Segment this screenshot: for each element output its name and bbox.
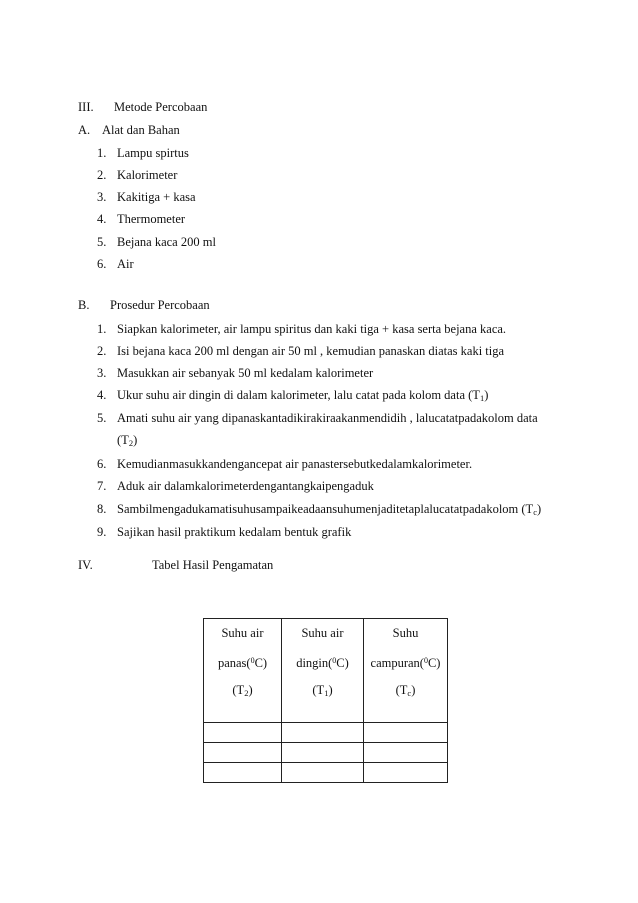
table-header-row: [204, 619, 448, 723]
header-text: (T: [232, 683, 245, 697]
header-text: C): [254, 656, 268, 670]
list-item: [117, 388, 488, 403]
list-number: 3.: [97, 190, 107, 204]
header-text: C): [336, 656, 349, 670]
closing-paren: ): [536, 502, 542, 516]
header-mixed: [364, 619, 448, 723]
section-a-title: Alat dan Bahan: [102, 123, 180, 137]
header-line: [282, 677, 363, 707]
header-line: [204, 677, 281, 707]
table-cell: [282, 723, 364, 743]
header-text: ): [411, 683, 416, 697]
header-line: Suhu air: [221, 626, 264, 640]
section-b-title: Prosedur Percobaan: [110, 298, 210, 312]
table-cell: [364, 763, 448, 783]
continuation-text: (T: [117, 433, 129, 447]
header-cold-water: [282, 619, 364, 723]
list-number: 3.: [97, 366, 107, 380]
list-item-continuation: [117, 433, 137, 448]
list-number: 7.: [97, 479, 107, 493]
header-text: dingin(: [296, 656, 333, 670]
header-text: (T: [312, 683, 325, 697]
header-text: ): [248, 683, 253, 697]
table-cell: [364, 743, 448, 763]
table-row: [204, 723, 448, 743]
table-cell: [204, 763, 282, 783]
header-text: (T: [395, 683, 408, 697]
subscript: 1: [324, 688, 329, 698]
table-cell: [282, 743, 364, 763]
list-number: 8.: [97, 502, 107, 516]
list-item: Isi bejana kaca 200 ml dengan air 50 ml , kemudian panaskan diatas kaki tiga: [117, 344, 505, 358]
subscript: c: [407, 688, 412, 698]
header-line: [364, 677, 447, 707]
subscript: c: [533, 507, 537, 517]
results-table: [203, 618, 448, 783]
section-b-number: B.: [78, 298, 90, 312]
section-4-number: IV.: [78, 558, 93, 572]
section-3-title: Metode Percobaan: [114, 100, 208, 114]
list-item: Aduk air dalamkalorimeterdengantangkaipengaduk: [117, 479, 374, 493]
list-number: 4.: [97, 388, 107, 402]
list-item-text: Sambilmengadukamatisuhusampaikeadaansuhumenjaditetaplalucatatpadakolom (T: [117, 502, 534, 516]
header-text: C): [427, 656, 441, 670]
header-line: Suhu: [392, 626, 419, 640]
list-item: Kalorimeter: [117, 168, 178, 182]
list-number: 9.: [97, 525, 107, 539]
subscript: 2: [128, 438, 134, 448]
degree-sup: 0: [423, 656, 428, 665]
degree-sup: 0: [332, 656, 337, 665]
header-line: [204, 647, 281, 677]
header-text: panas(: [217, 656, 251, 670]
list-number: 2.: [97, 344, 107, 358]
table-row: [204, 743, 448, 763]
subscript: 1: [479, 393, 485, 403]
list-item: Lampu spirtus: [117, 146, 189, 160]
list-item: Siapkan kalorimeter, air lampu spiritus dan kaki tiga + kasa serta bejana kaca.: [117, 322, 507, 336]
header-hot-water: [204, 619, 282, 723]
table-cell: [204, 723, 282, 743]
header-line: [364, 647, 447, 677]
list-number: 1.: [97, 322, 107, 336]
list-number: 6.: [97, 457, 107, 471]
table-cell: [204, 743, 282, 763]
list-item: Air: [117, 257, 134, 271]
closing-paren: ): [484, 388, 489, 402]
table-cell: [364, 723, 448, 743]
degree-sup: 0: [250, 656, 255, 665]
table-row: [204, 763, 448, 783]
section-3-number: III.: [78, 100, 94, 114]
closing-paren: ): [133, 433, 138, 447]
section-4-title: Tabel Hasil Pengamatan: [152, 558, 274, 572]
list-item-text: Ukur suhu air dingin di dalam kalorimeter, lalu catat pada kolom data (T: [117, 388, 480, 402]
list-number: 6.: [97, 257, 107, 271]
list-item: Bejana kaca 200 ml: [117, 235, 216, 249]
header-line: Suhu air: [301, 626, 344, 640]
list-item: Thermometer: [117, 212, 186, 226]
header-text: ): [328, 683, 333, 697]
list-item: Amati suhu air yang dipanaskantadikirakiraakanmendidih , lalucatatpadakolom data: [117, 411, 538, 425]
list-item: Masukkan air sebanyak 50 ml kedalam kalorimeter: [117, 366, 374, 380]
list-number: 2.: [97, 168, 107, 182]
list-number: 5.: [97, 235, 107, 249]
list-item: Sajikan hasil praktikum kedalam bentuk grafik: [117, 525, 352, 539]
list-number: 4.: [97, 212, 107, 226]
list-number: 5.: [97, 411, 107, 425]
list-item: Kemudianmasukkandengancepat air panastersebutkedalamkalorimeter.: [117, 457, 473, 471]
header-line: [282, 647, 363, 677]
list-item: Kakitiga + kasa: [117, 190, 196, 204]
table-cell: [282, 763, 364, 783]
list-number: 1.: [97, 146, 107, 160]
subscript: 2: [244, 688, 249, 698]
section-a-number: A.: [78, 123, 91, 137]
list-item: [117, 502, 541, 517]
header-text: campuran(: [370, 656, 424, 670]
